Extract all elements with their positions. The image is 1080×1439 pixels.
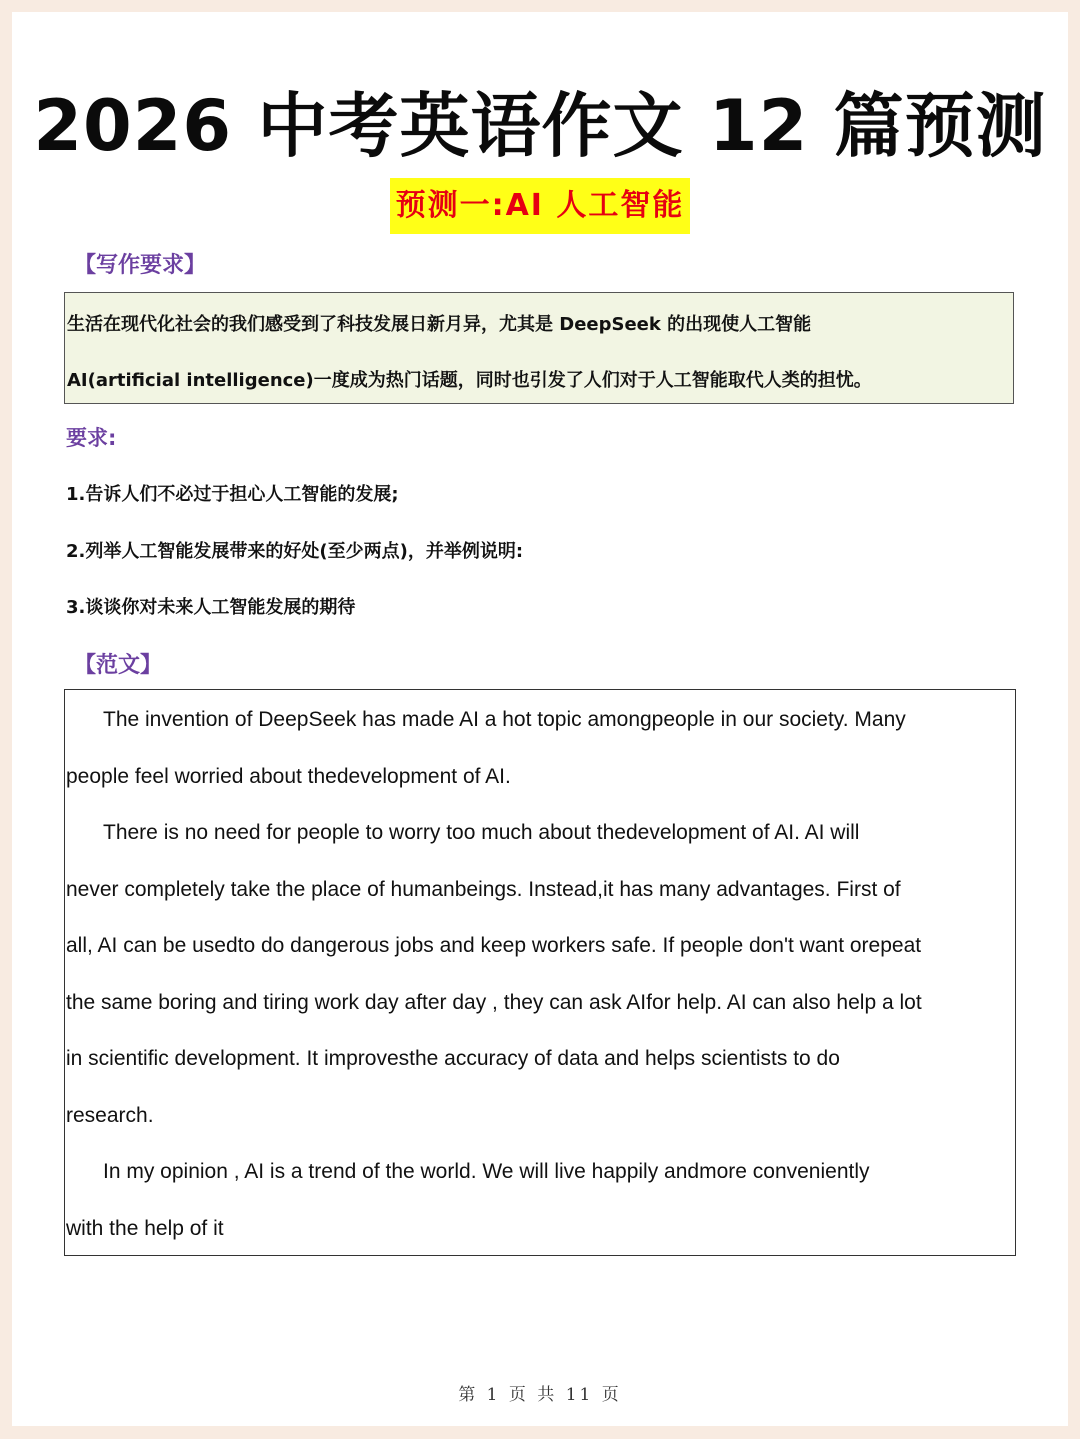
- essay-line: never completely take the place of humanbeings. Instead,it has many advantages. First of: [66, 878, 901, 901]
- essay-line: all, AI can be usedto do dangerous jobs and keep workers safe. If people don't want orepeat: [66, 934, 922, 957]
- requirement-item: 1.告诉人们不必过于担心人工智能的发展;: [66, 484, 399, 505]
- prompt-line: 生活在现代化社会的我们感受到了科技发展日新月异，尤其是 DeepSeek 的出现使人工智能: [67, 314, 812, 335]
- subtitle-container: [0, 178, 1080, 234]
- prompt-line: AI(artificial intelligence)一度成为热门话题，同时也引发了人们对于人工智能取代人类的担忧。: [67, 370, 872, 391]
- essay-line: the same boring and tiring work day after day , they can ask AIfor help. AI can also help a lot: [66, 991, 922, 1014]
- essay-line: In my opinion , AI is a trend of the world. We will live happily andmore conveniently: [103, 1160, 870, 1183]
- prompt-box: [64, 292, 1014, 404]
- essay-line: There is no need for people to worry too much about thedevelopment of AI. AI will: [103, 821, 860, 844]
- writing-requirements-heading: 【写作要求】: [74, 253, 207, 278]
- sample-essay-heading: 【范文】: [74, 653, 163, 678]
- requirements-label: 要求:: [66, 426, 117, 450]
- essay-line: in scientific development. It improvesthe accuracy of data and helps scientists to do: [66, 1047, 840, 1070]
- requirement-item: 3.谈谈你对未来人工智能发展的期待: [66, 597, 356, 618]
- essay-line: research.: [66, 1104, 154, 1127]
- requirement-item: 2.列举人工智能发展带来的好处(至少两点)，并举例说明:: [66, 541, 524, 562]
- essay-line: with the help of it: [66, 1217, 224, 1240]
- essay-line: people feel worried about thedevelopment of AI.: [66, 765, 511, 788]
- prediction-subtitle: 预测一:AI 人工智能: [390, 178, 691, 234]
- essay-line: The invention of DeepSeek has made AI a hot topic amongpeople in our society. Many: [103, 708, 906, 731]
- page-title: 2026 中考英语作文 12 篇预测: [33, 85, 1047, 167]
- sample-essay-box: [64, 689, 1016, 1256]
- page-number-footer: 第 1 页 共 11 页: [458, 1385, 622, 1405]
